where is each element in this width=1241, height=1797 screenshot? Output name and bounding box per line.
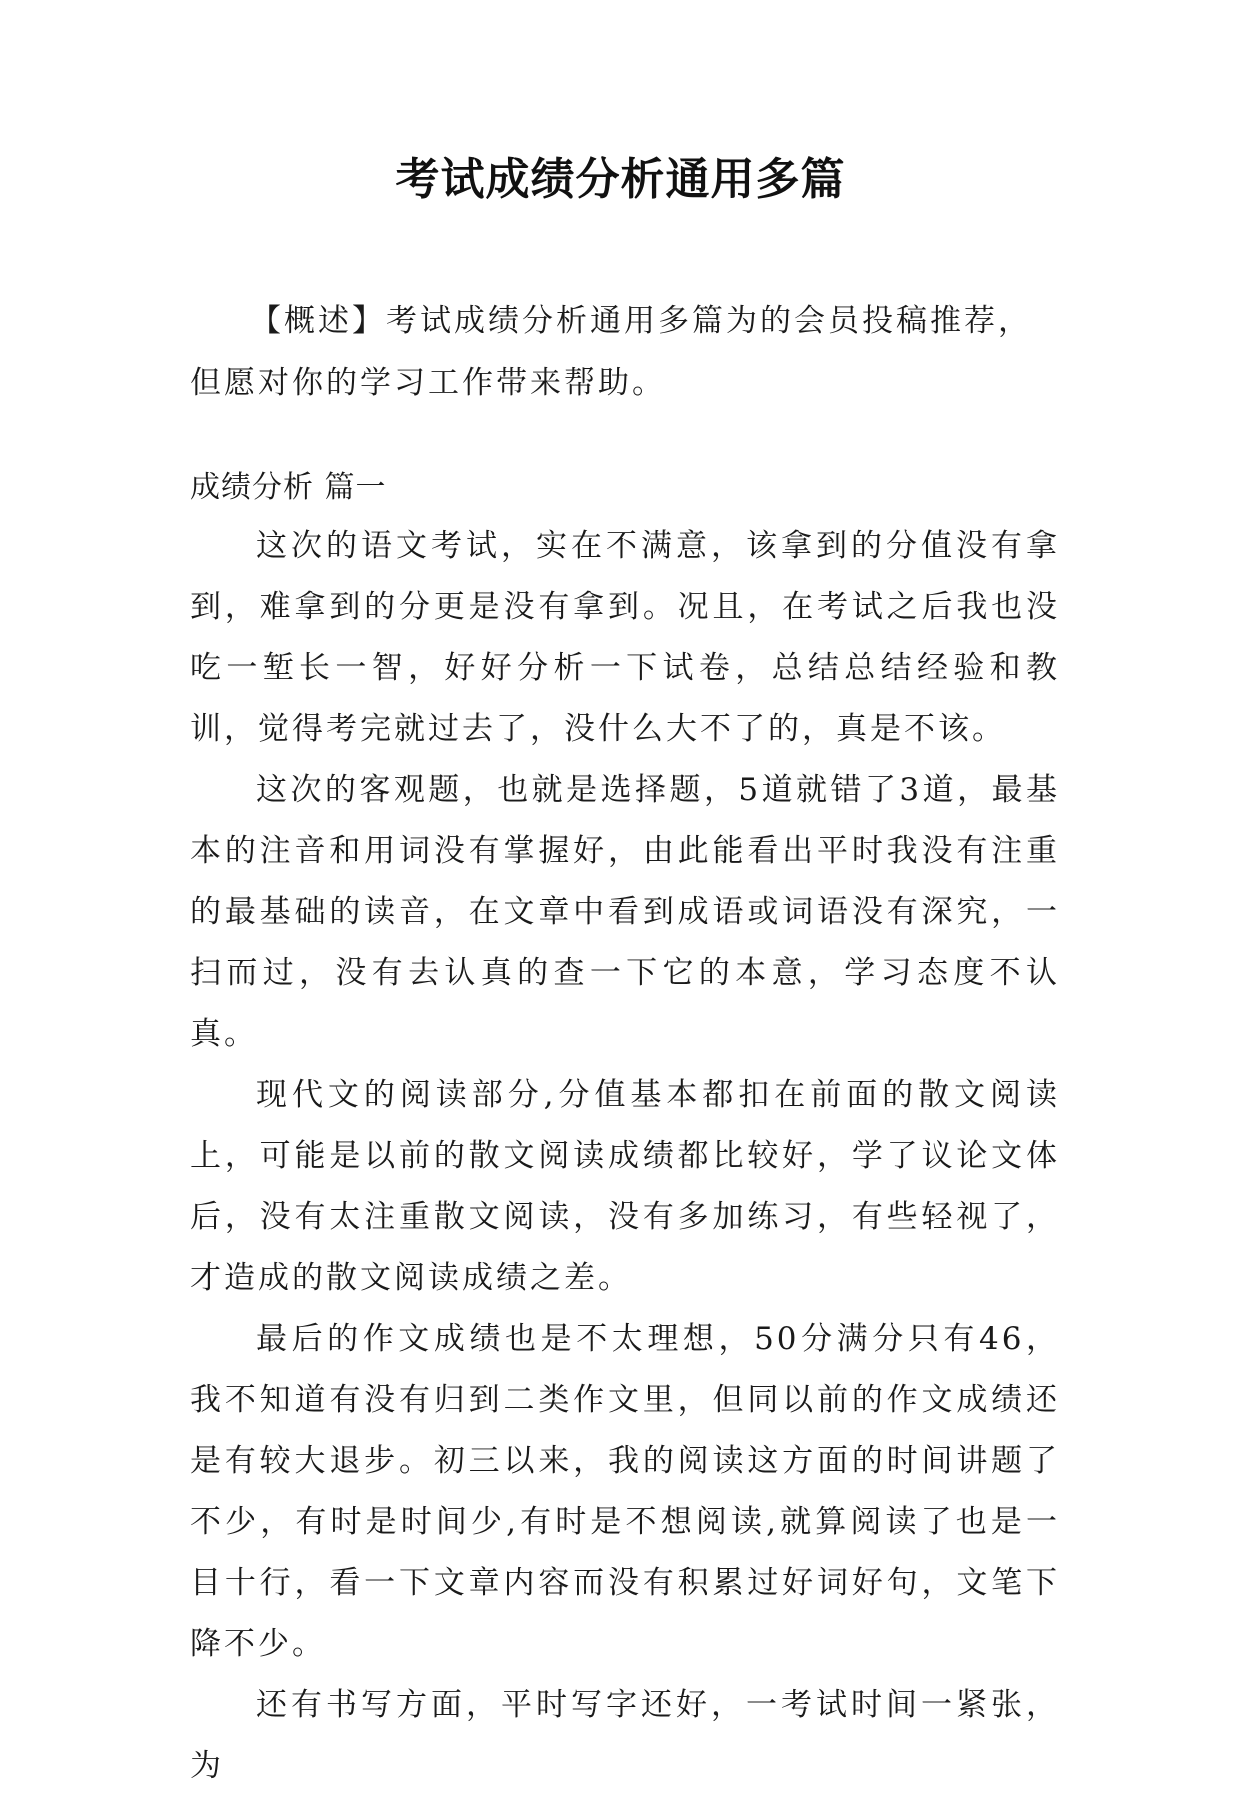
paragraph: 现代文的阅读部分,分值基本都扣在前面的散文阅读上，可能是以前的散文阅读成绩都比较好，学了议论文体后，没有太注重散文阅读，没有多加练习，有些轻视了，才造成的散文阅读成绩之差。 (190, 1077, 1060, 1296)
section-heading: 成绩分析 篇一 (190, 470, 387, 505)
paragraph: 这次的客观题，也就是选择题，5道就错了3道，最基本的注音和用词没有掌握好，由此能看出平时我没有注重的最基础的读音，在文章中看到成语或词语没有深究，一扫而过，没有去认真的查一下它的本意，学习态度不认真。 (190, 772, 1060, 1052)
section-1 (190, 460, 1060, 1797)
document-summary: 【概述】考试成绩分析通用多篇为的会员投稿推荐，但愿对你的学习工作带来帮助。 (190, 303, 1032, 401)
paragraph: 最后的作文成绩也是不太理想，50分满分只有46，我不知道有没有归到二类作文里，但同以前的作文成绩还是有较大退步。初三以来，我的阅读这方面的时间讲题了不少，有时是时间少,有时是不想阅读,就算阅读了也是一目十行，看一下文章内容而没有积累过好词好句，文笔下降不少。 (190, 1321, 1060, 1662)
paragraph: 这次的语文考试，实在不满意，该拿到的分值没有拿到，难拿到的分更是没有拿到。况且，在考试之后我也没吃一堑长一智，好好分析一下试卷，总结总结经验和教训，觉得考完就过去了，没什么大不了的，真是不该。 (190, 528, 1060, 747)
document-title: 考试成绩分析通用多篇 (395, 154, 846, 205)
paragraph: 还有书写方面，平时写字还好，一考试时间一紧张，为 (190, 1687, 1060, 1784)
